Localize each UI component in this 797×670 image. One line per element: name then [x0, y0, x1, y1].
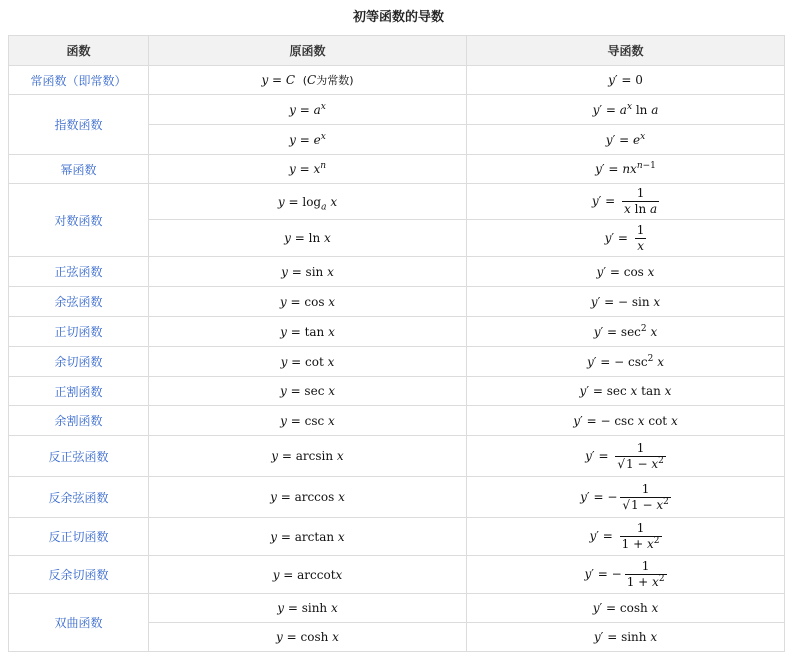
table-row — [9, 556, 785, 594]
original-function: y = arccotx — [149, 556, 467, 594]
original-function: y = csc x — [149, 406, 467, 436]
derivative: y′ = − $\csc^2 x$ — [467, 347, 785, 377]
table-row — [9, 594, 785, 623]
table-row — [9, 477, 785, 518]
derivative: y′ = sec x tan x — [467, 377, 785, 406]
original-function: y = arctan x — [149, 518, 467, 556]
function-name: 双曲函数 — [9, 594, 149, 652]
original-function: y = tan x — [149, 317, 467, 347]
function-name: 余弦函数 — [9, 287, 149, 317]
derivative: y′ = cosh x — [467, 594, 785, 623]
original-function: y = cos x — [149, 287, 467, 317]
function-name: 反正弦函数 — [9, 436, 149, 477]
function-name: 余切函数 — [9, 347, 149, 377]
function-name: 正切函数 — [9, 317, 149, 347]
table-row — [9, 317, 785, 347]
derivative: $y' = nx^{n-1}$ — [467, 155, 785, 184]
derivative: $y' = a^x$ ln a — [467, 95, 785, 125]
derivative: y′ = sinh x — [467, 623, 785, 652]
derivative: y′ = cos x — [467, 257, 785, 287]
derivative: y′ = − $\frac{1}{1 + x^2}$ — [467, 556, 785, 594]
derivatives-table — [8, 35, 785, 652]
table-row — [9, 436, 785, 477]
function-name: 反余弦函数 — [9, 477, 149, 518]
table-row — [9, 518, 785, 556]
original-function: $y = e^x$ — [149, 125, 467, 155]
derivative: y′ = $\frac{1}{√1 - x^2}$ — [467, 436, 785, 477]
function-name: 反余切函数 — [9, 556, 149, 594]
original-function: y = cosh x — [149, 623, 467, 652]
table-row — [9, 406, 785, 436]
table-row — [9, 287, 785, 317]
function-name: 指数函数 — [9, 95, 149, 155]
derivative: y′ = $\frac{1}{1 + x^2}$ — [467, 518, 785, 556]
original-function: y = C (C为常数) — [149, 66, 467, 95]
original-function: y = sinh x — [149, 594, 467, 623]
function-name: 正割函数 — [9, 377, 149, 406]
table-row — [9, 257, 785, 287]
header-original-function: 原函数 — [149, 36, 467, 66]
table-caption: 初等函数的导数 — [352, 10, 444, 25]
derivative: y′ = $\frac{1}{x}$ — [467, 220, 785, 257]
original-function: y = sec x — [149, 377, 467, 406]
header-derivative: 导函数 — [467, 36, 785, 66]
original-function: y = arcsin x — [149, 436, 467, 477]
function-name: 余割函数 — [9, 406, 149, 436]
original-function: $y = \log_a x$ — [149, 184, 467, 220]
original-function: y = arccos x — [149, 477, 467, 518]
table-row — [9, 184, 785, 220]
original-function: y = sin x — [149, 257, 467, 287]
derivative: y′ = − sin x — [467, 287, 785, 317]
table-row — [9, 66, 785, 95]
function-name: 常函数（即常数） — [9, 66, 149, 95]
table-row — [9, 347, 785, 377]
table-row — [9, 155, 785, 184]
derivative: y′ = $\frac{1}{\text{x ln a}}$ — [467, 184, 785, 220]
original-function: $y = x^n$ — [149, 155, 467, 184]
derivative: y′ = 0 — [467, 66, 785, 95]
table-row — [9, 377, 785, 406]
original-function: y = ln x — [149, 220, 467, 257]
derivative: $y' = \sec^2 x$ — [467, 317, 785, 347]
derivative: y′ = − csc x cot x — [467, 406, 785, 436]
table-row — [9, 95, 785, 125]
header-row — [9, 36, 785, 66]
function-name: 对数函数 — [9, 184, 149, 257]
derivative: $y' = e^x$ — [467, 125, 785, 155]
original-function: y = cot x — [149, 347, 467, 377]
function-name: 反正切函数 — [9, 518, 149, 556]
original-function: $y = a^x$ — [149, 95, 467, 125]
header-function: 函数 — [9, 36, 149, 66]
function-name: 幂函数 — [9, 155, 149, 184]
function-name: 正弦函数 — [9, 257, 149, 287]
derivative: y′ = − $\frac{1}{√1 - x^2}$ — [467, 477, 785, 518]
